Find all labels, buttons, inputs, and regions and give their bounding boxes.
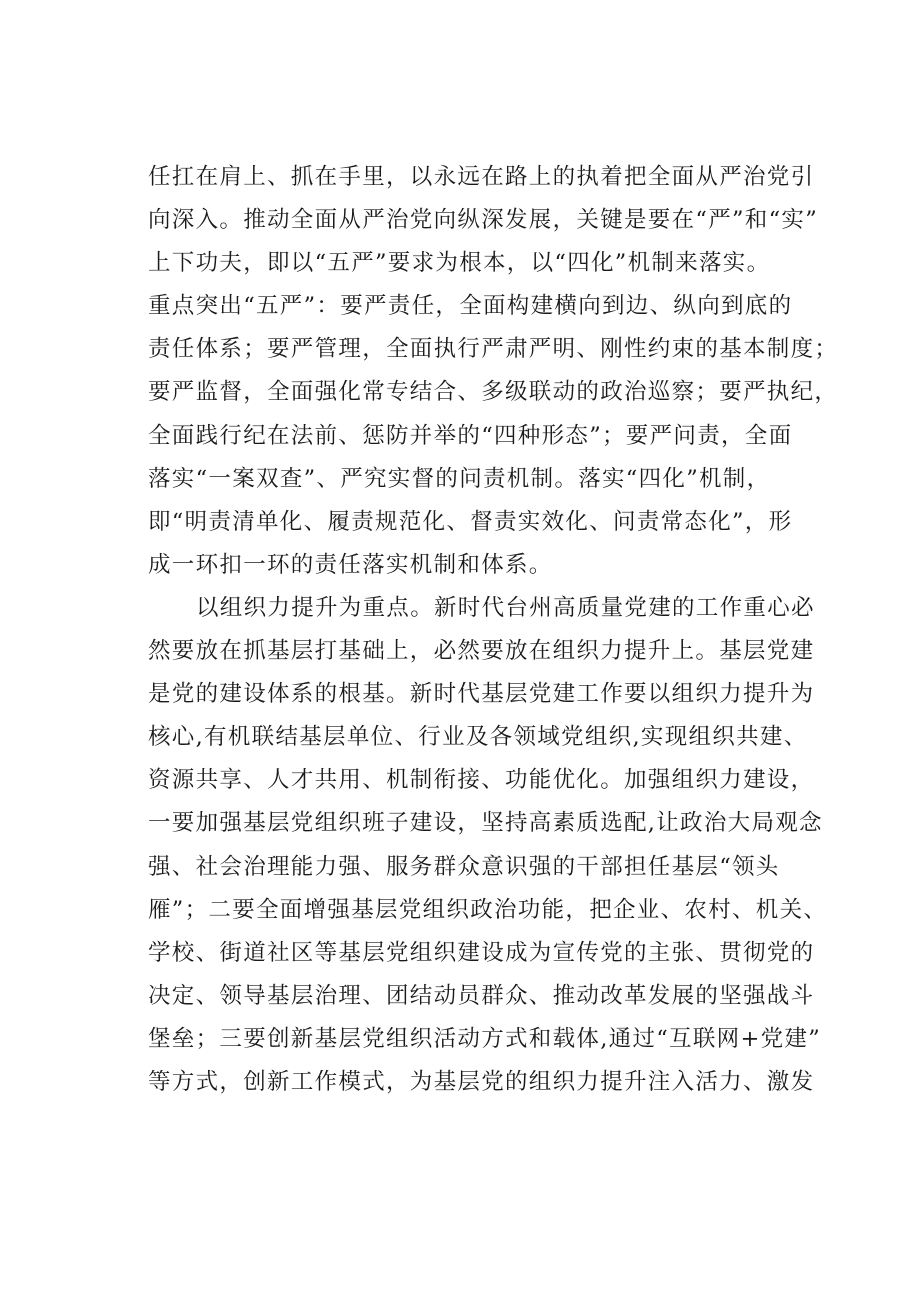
text-line: 全面践行纪在法前、惩防并举的“四种形态”；要严问责，全面 bbox=[148, 422, 793, 449]
text-line: 向深入。推动全面从严治党向纵深发展，关键是要在“严”和“实” bbox=[148, 207, 819, 234]
text-line: 决定、领导基层治理、团结动员群众、推动改革发展的坚强战斗 bbox=[148, 982, 815, 1009]
text-line: 责任体系；要严管理，全面执行严肃严明、刚性约束的基本制度； bbox=[148, 336, 839, 363]
text-line: 然要放在抓基层打基础上，必然要放在组织力提升上。基层党建 bbox=[148, 638, 815, 665]
text-line: 雁”；二要全面增强基层党组织政治功能，把企业、农村、机关、 bbox=[148, 896, 828, 923]
text-line: 重点突出“五严”：要严责任，全面构建横向到边、纵向到底的 bbox=[148, 293, 793, 320]
text-line: 任扛在肩上、抓在手里，以永远在路上的执着把全面从严治党引 bbox=[148, 164, 815, 190]
text-line: 是党的建设体系的根基。新时代基层党建工作要以组织力提升为 bbox=[148, 681, 815, 708]
text-line: 成一环扣一环的责任落实机制和体系。 bbox=[148, 551, 553, 578]
text-line: 堡垒；三要创新基层党组织活动方式和载体,通过“互联网+党建” bbox=[148, 1025, 822, 1052]
text-line: 核心,有机联结基层单位、行业及各领域党组织,实现组织共建、 bbox=[148, 724, 808, 751]
text-line: 学校、街道社区等基层党组织建设成为宣传党的主张、贯彻党的 bbox=[148, 939, 815, 966]
text-line: 一要加强基层党组织班子建设，坚持高素质选配,让政治大局观念 bbox=[148, 810, 823, 837]
text-line: 强、社会治理能力强、服务群众意识强的干部担任基层“领头 bbox=[148, 853, 780, 880]
text-line: 要严监督，全面强化常专结合、多级联动的政治巡察；要严执纪， bbox=[148, 379, 839, 406]
text-line: 资源共享、人才共用、机制衔接、功能优化。加强组织力建设， bbox=[148, 767, 815, 794]
text-line: 上下功夫，即以“五严”要求为根本，以“四化”机制来落实。 bbox=[148, 250, 771, 277]
text-line: 等方式，创新工作模式，为基层党的组织力提升注入活力、激发 bbox=[148, 1068, 815, 1095]
text-line: 即“明责清单化、履责规范化、督责实效化、问责常态化”，形 bbox=[148, 508, 793, 535]
body-text bbox=[148, 156, 839, 1104]
text-line: 落实“一案双查”、严究实督的问责机制。落实“四化”机制， bbox=[148, 465, 771, 492]
paragraph-first-line: 以组织力提升为重点。新时代台州高质量党建的工作重心必 bbox=[196, 594, 815, 621]
